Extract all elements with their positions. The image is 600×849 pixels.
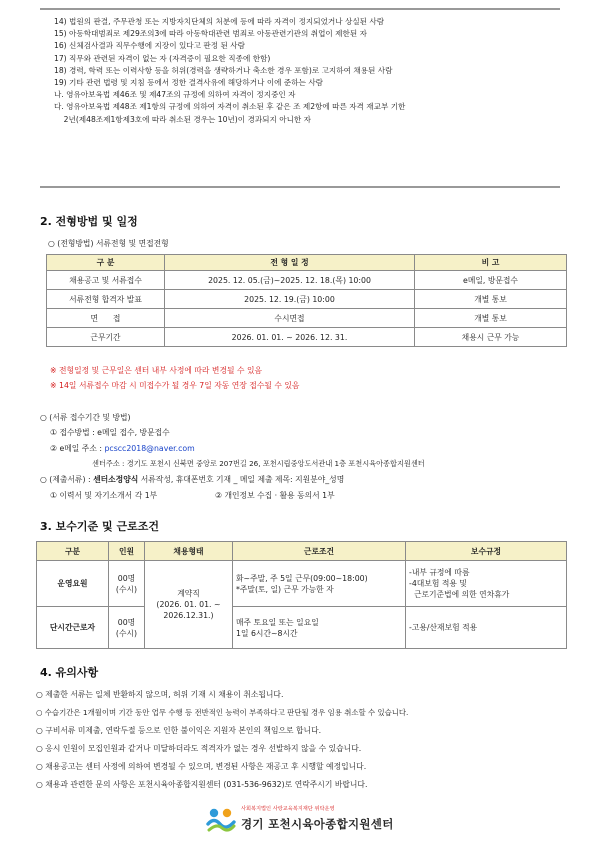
count-cell [109, 607, 145, 649]
column-header: 구 분 [47, 255, 165, 271]
table-cell: 2026. 01. 01. ~ 2026. 12. 31. [165, 328, 415, 347]
condition-line: 1일 6시간~8시간 [236, 628, 298, 638]
column-header: 전 형 일 정 [165, 255, 415, 271]
column-header: 채용형태 [145, 542, 233, 561]
center-address: 센터주소 : 경기도 포천시 신북면 중앙로 207번길 26, 포천시립중앙도서관내 1층 포천시육아종합지원센터 [92, 459, 425, 468]
table-cell: 채용공고 및 서류접수 [47, 271, 165, 290]
table-cell: 2025. 12. 19.(금) 10:00 [165, 290, 415, 309]
list-item: 17) 직무와 관련된 자격이 없는 자 (자격증이 필요한 직종에 한함) [54, 53, 271, 63]
table-cell: e메일, 방문접수 [415, 271, 567, 290]
receipt-heading: ○ (서류 접수기간 및 방법) [40, 413, 131, 422]
section4-title: 4. 유의사항 [40, 666, 99, 679]
pay-line: 근로기준법에 의한 연차휴가 [409, 590, 510, 599]
docs-form-label: 센터소정양식 [93, 475, 139, 484]
condition-line: *주말(토, 일) 근무 가능한 자 [236, 584, 334, 594]
pay-line: -4대보험 적용 및 [409, 579, 467, 588]
docs-instructions: 서류작성, 휴대폰번호 기재 _ 메일 제출 제목: 지원분야_성명 [138, 475, 345, 484]
pay-line: -고용/산재보험 적용 [409, 623, 478, 632]
table-cell: 서류전형 합격자 발표 [47, 290, 165, 309]
table-cell: 2025. 12. 05.(금)~2025. 12. 18.(목) 10:00 [165, 271, 415, 290]
section2-title: 2. 전형방법 및 일정 [40, 215, 138, 228]
conditions-cell [233, 561, 406, 607]
table-row [47, 290, 567, 309]
category-cell: 운영요원 [37, 561, 109, 607]
count-cell [109, 561, 145, 607]
receipt-method: ① 접수방법 : e메일 접수, 방문접수 [50, 428, 170, 437]
condition-line: 화~주말, 주 5일 근무(09:00~18:00) [236, 573, 368, 583]
email-label: ② e메일 주소 : [50, 444, 105, 453]
table-cell: 근무기간 [47, 328, 165, 347]
table-cell: 채용시 근무 가능 [415, 328, 567, 347]
employment-type-cell [145, 561, 233, 649]
doc-item: ① 이력서 및 자기소개서 각 1부 [50, 491, 158, 500]
column-header: 근로조건 [233, 542, 406, 561]
disqualification-list-box [40, 8, 560, 188]
footer [205, 803, 445, 835]
employment-period: (2026. 01. 01. ~ [156, 600, 221, 609]
center-name: 경기 포천시육아종합지원센터 [241, 817, 394, 831]
employment-type: 계약직 [177, 589, 200, 598]
pay-cell [406, 607, 567, 649]
list-item: 14) 법원의 판결, 주무관청 또는 지방자치단체의 처분에 등에 따라 자격이 정지되었거나 상실된 사람 [54, 17, 385, 26]
table-cell: 개별 통보 [415, 290, 567, 309]
count-value: 00명 [117, 617, 136, 627]
notice-item: ○ 제출한 서류는 일체 반환하지 않으며, 허위 기재 시 채용이 취소됩니다. [36, 690, 284, 699]
table-cell: 개별 통보 [415, 309, 567, 328]
schedule-note: ※ 14일 서류접수 마감 시 미접수가 될 경우 7일 자동 연장 접수될 수 있음 [50, 381, 300, 390]
count-note: (수시) [115, 584, 138, 594]
list-item: 다. 영유아보육법 제48조 제1항의 규정에 의하여 자격이 취소된 후 같은 조 제2항에 따른 자격 재교부 기한 [54, 102, 406, 112]
operator-text: 사회복지법인 사랑교육복지재단 위탁운영 [241, 806, 335, 812]
selection-method: ○ (전형방법) 서류전형 및 면접전형 [48, 239, 169, 248]
table-cell: 면 접 [47, 309, 165, 328]
column-header: 인원 [109, 542, 145, 561]
notice-item: ○ 구비서류 미제출, 연락두절 등으로 인한 불이익은 지원자 본인의 책임으로 합니다. [36, 726, 322, 735]
count-value: 00명 [117, 573, 136, 583]
notice-item: ○ 채용공고는 센터 사정에 의하여 변경될 수 있으며, 변경된 사항은 재공고 후 시행할 예정입니다. [36, 762, 367, 771]
schedule-note: ※ 전형일정 및 근무일은 센터 내부 사정에 따라 변경될 수 있음 [50, 366, 263, 375]
doc-item: ② 개인정보 수집 · 활용 동의서 1부 [215, 491, 335, 500]
list-item: 19) 기타 관련 법령 및 지침 등에서 정한 결격사유에 해당하거나 이에 준하는 사람 [54, 78, 323, 88]
email-link[interactable]: pcscc2018@naver.com [104, 444, 195, 453]
count-note: (수시) [115, 628, 138, 638]
table-header-row [47, 255, 567, 271]
category-cell: 단시간근로자 [37, 607, 109, 649]
employment-period: 2026.12.31.) [163, 611, 214, 620]
table-row [37, 607, 567, 649]
docs-label: ○ (제출서류) : [40, 475, 94, 484]
column-header: 비 고 [415, 255, 567, 271]
table-row [47, 309, 567, 328]
list-item: 나. 영유아보육법 제46조 및 제47조의 규정에 의하여 자격이 정지중인 자 [54, 90, 296, 100]
column-header: 구분 [37, 542, 109, 561]
pay-conditions-table [36, 541, 567, 649]
list-item: 15) 아동학대범죄로 제29조의3에 따라 아동학대관련 범죄로 아동관련기관의 취업이 제한된 자 [54, 29, 367, 39]
table-row [37, 561, 567, 607]
submission-docs [40, 474, 344, 485]
notice-item: ○ 수습기간은 1개월이며 기간 동안 업무 수행 등 전반적인 능력이 부족하다고 판단될 경우 임용 취소할 수 있습니다. [36, 708, 409, 717]
section3-title: 3. 보수기준 및 근로조건 [40, 520, 159, 533]
table-row [47, 328, 567, 347]
column-header: 보수규정 [406, 542, 567, 561]
table-row [47, 271, 567, 290]
conditions-cell [233, 607, 406, 649]
table-header-row [37, 542, 567, 561]
disqualification-list [54, 16, 405, 126]
receipt-email-line [50, 443, 195, 454]
list-item: 16) 신체검사결과 직무수행에 지장이 있다고 판정 된 사람 [54, 41, 245, 51]
pay-line: -내부 규정에 따름 [409, 568, 470, 577]
list-item: 18) 경력, 학력 또는 이력사항 등을 허위(경력을 생략하거나 축소한 경우 포함)로 고지하여 채용된 사람 [54, 65, 393, 75]
center-logo-icon [205, 804, 237, 834]
condition-line: 매주 토요일 또는 일요일 [236, 617, 319, 627]
list-item: 2년(제48조제1항제3호에 따라 취소된 경우는 10년)이 경과되지 아니한 자 [54, 114, 312, 124]
notice-item: ○ 채용과 관련한 문의 사항은 포천시육아종합지원센터 (031-536-9632)로 연락주시기 바랍니다. [36, 780, 368, 789]
pay-cell [406, 561, 567, 607]
schedule-table [46, 254, 567, 347]
table-cell: 수시면접 [165, 309, 415, 328]
notice-item: ○ 응시 인원이 모집인원과 같거나 미달하더라도 적격자가 없는 경우 선발하지 않을 수 있습니다. [36, 744, 362, 753]
